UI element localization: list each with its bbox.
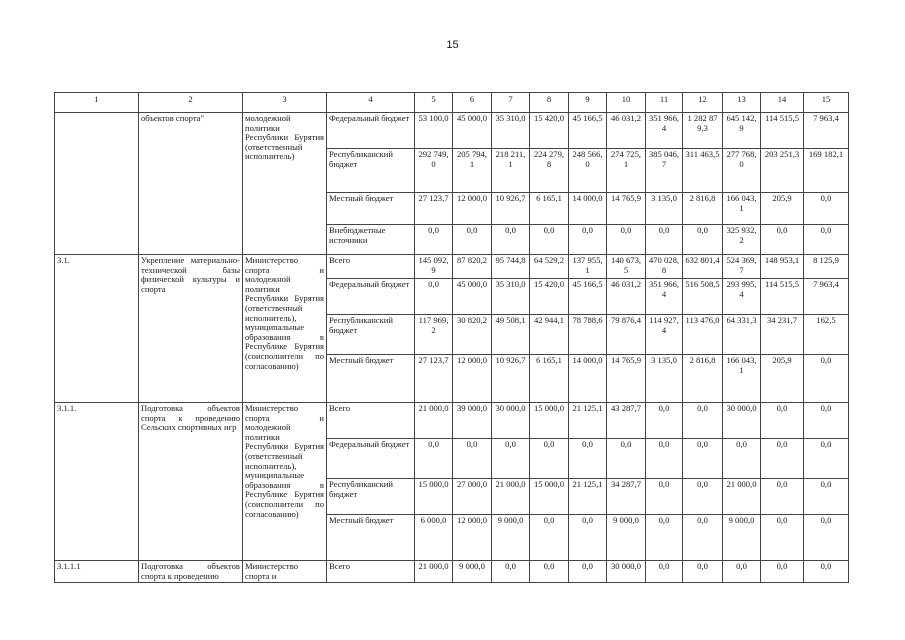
amount-cell: 30 000,0 <box>723 403 761 439</box>
amount-cell: 0,0 <box>453 439 492 479</box>
amount-cell: 2 816,8 <box>683 355 723 403</box>
column-header: 13 <box>723 93 761 113</box>
amount-cell: 0,0 <box>646 515 683 561</box>
column-header: 10 <box>607 93 646 113</box>
amount-cell: 15 000,0 <box>415 479 453 515</box>
item-executor: молодежной политики Республики Бурятия (ответственный исполнитель) <box>243 113 327 255</box>
item-code <box>55 113 139 255</box>
amount-cell: 43 287,7 <box>607 403 646 439</box>
table-body <box>55 113 849 583</box>
amount-cell: 35 310,0 <box>492 113 530 149</box>
amount-cell: 6 165,1 <box>530 193 569 225</box>
amount-cell: 385 046,7 <box>646 149 683 193</box>
funding-source: Федеральный бюджет <box>327 113 415 149</box>
funding-source: Федеральный бюджет <box>327 439 415 479</box>
amount-cell: 0,0 <box>530 561 569 583</box>
amount-cell: 21 000,0 <box>723 479 761 515</box>
amount-cell: 9 000,0 <box>607 515 646 561</box>
amount-cell: 0,0 <box>804 225 849 255</box>
funding-source: Республиканский бюджет <box>327 479 415 515</box>
amount-cell: 0,0 <box>683 561 723 583</box>
column-header: 9 <box>569 93 607 113</box>
amount-cell: 53 100,0 <box>415 113 453 149</box>
column-header: 8 <box>530 93 569 113</box>
amount-cell: 49 508,1 <box>492 315 530 355</box>
amount-cell: 45 000,0 <box>453 279 492 315</box>
amount-cell: 0,0 <box>804 561 849 583</box>
amount-cell: 0,0 <box>530 515 569 561</box>
amount-cell: 45 166,5 <box>569 113 607 149</box>
amount-cell: 0,0 <box>683 439 723 479</box>
amount-cell: 0,0 <box>646 403 683 439</box>
item-executor: Министерство спорта и молодежной политики Республики Бурятия (ответственный исполнитель), муниципальные образования в Республике Бурятия (соисполнители по согласованию) <box>243 255 327 403</box>
amount-cell: 325 932,2 <box>723 225 761 255</box>
funding-source: Местный бюджет <box>327 193 415 225</box>
amount-cell: 10 926,7 <box>492 355 530 403</box>
amount-cell: 0,0 <box>453 225 492 255</box>
column-header: 7 <box>492 93 530 113</box>
funding-source: Всего <box>327 561 415 583</box>
amount-cell: 0,0 <box>607 439 646 479</box>
amount-cell: 224 279,8 <box>530 149 569 193</box>
amount-cell: 9 000,0 <box>453 561 492 583</box>
amount-cell: 114 515,5 <box>761 113 804 149</box>
funding-source: Внебюджетные источники <box>327 225 415 255</box>
column-header: 6 <box>453 93 492 113</box>
amount-cell: 64 331,3 <box>723 315 761 355</box>
amount-cell: 0,0 <box>804 515 849 561</box>
amount-cell: 95 744,8 <box>492 255 530 279</box>
amount-cell: 15 000,0 <box>530 403 569 439</box>
item-executor: Министерство спорта и молодежной политики Республики Бурятия (ответственный исполнитель), муниципальные образования в Республике Бурятия (соисполнители по согласованию) <box>243 403 327 561</box>
amount-cell: 277 768,0 <box>723 149 761 193</box>
column-header: 14 <box>761 93 804 113</box>
amount-cell: 3 135,0 <box>646 193 683 225</box>
funding-source: Республиканский бюджет <box>327 149 415 193</box>
amount-cell: 15 420,0 <box>530 113 569 149</box>
amount-cell: 35 310,0 <box>492 279 530 315</box>
amount-cell: 1 282 879,3 <box>683 113 723 149</box>
column-header: 2 <box>139 93 243 113</box>
amount-cell: 162,5 <box>804 315 849 355</box>
column-header: 4 <box>327 93 415 113</box>
amount-cell: 0,0 <box>607 225 646 255</box>
amount-cell: 137 955,1 <box>569 255 607 279</box>
amount-cell: 274 725,1 <box>607 149 646 193</box>
funding-source: Республиканский бюджет <box>327 315 415 355</box>
amount-cell: 30 820,2 <box>453 315 492 355</box>
amount-cell: 0,0 <box>804 479 849 515</box>
column-header: 5 <box>415 93 453 113</box>
amount-cell: 12 000,0 <box>453 355 492 403</box>
amount-cell: 8 125,9 <box>804 255 849 279</box>
amount-cell: 0,0 <box>646 225 683 255</box>
amount-cell: 0,0 <box>683 479 723 515</box>
amount-cell: 0,0 <box>415 439 453 479</box>
amount-cell: 42 944,1 <box>530 315 569 355</box>
amount-cell: 0,0 <box>415 279 453 315</box>
amount-cell: 0,0 <box>683 515 723 561</box>
item-code: 3.1. <box>55 255 139 403</box>
amount-cell: 293 995,4 <box>723 279 761 315</box>
amount-cell: 27 000,0 <box>453 479 492 515</box>
amount-cell: 87 820,2 <box>453 255 492 279</box>
amount-cell: 311 463,5 <box>683 149 723 193</box>
amount-cell: 21 000,0 <box>492 479 530 515</box>
amount-cell: 114 515,5 <box>761 279 804 315</box>
column-header: 12 <box>683 93 723 113</box>
amount-cell: 0,0 <box>804 403 849 439</box>
amount-cell: 14 000,0 <box>569 193 607 225</box>
amount-cell: 114 927,4 <box>646 315 683 355</box>
amount-cell: 113 476,0 <box>683 315 723 355</box>
amount-cell: 0,0 <box>569 561 607 583</box>
funding-source: Местный бюджет <box>327 355 415 403</box>
amount-cell: 10 926,7 <box>492 193 530 225</box>
funding-source: Всего <box>327 403 415 439</box>
amount-cell: 46 031,2 <box>607 279 646 315</box>
amount-cell: 166 043,1 <box>723 193 761 225</box>
amount-cell: 79 876,4 <box>607 315 646 355</box>
column-header: 11 <box>646 93 683 113</box>
amount-cell: 14 765,9 <box>607 193 646 225</box>
amount-cell: 516 508,5 <box>683 279 723 315</box>
amount-cell: 0,0 <box>723 439 761 479</box>
amount-cell: 15 420,0 <box>530 279 569 315</box>
amount-cell: 9 000,0 <box>723 515 761 561</box>
amount-cell: 0,0 <box>723 561 761 583</box>
amount-cell: 0,0 <box>415 225 453 255</box>
item-name: Укрепление материально-технической базы физической культуры и спорта <box>139 255 243 403</box>
amount-cell: 7 963,4 <box>804 113 849 149</box>
amount-cell: 292 749,0 <box>415 149 453 193</box>
amount-cell: 169 182,1 <box>804 149 849 193</box>
item-name: Подготовка объектов спорта к проведению <box>139 561 243 583</box>
amount-cell: 39 000,0 <box>453 403 492 439</box>
amount-cell: 34 287,7 <box>607 479 646 515</box>
table-row <box>55 403 849 439</box>
amount-cell: 21 000,0 <box>415 403 453 439</box>
amount-cell: 248 566,0 <box>569 149 607 193</box>
amount-cell: 0,0 <box>646 439 683 479</box>
amount-cell: 30 000,0 <box>492 403 530 439</box>
amount-cell: 27 123,7 <box>415 193 453 225</box>
amount-cell: 470 028,8 <box>646 255 683 279</box>
amount-cell: 12 000,0 <box>453 193 492 225</box>
amount-cell: 203 251,3 <box>761 149 804 193</box>
amount-cell: 0,0 <box>569 439 607 479</box>
amount-cell: 205,9 <box>761 355 804 403</box>
item-executor: Министерство спорта и <box>243 561 327 583</box>
amount-cell: 0,0 <box>530 439 569 479</box>
amount-cell: 45 166,5 <box>569 279 607 315</box>
amount-cell: 45 000,0 <box>453 113 492 149</box>
header-row <box>55 93 849 113</box>
amount-cell: 0,0 <box>530 225 569 255</box>
funding-source: Всего <box>327 255 415 279</box>
amount-cell: 140 673,5 <box>607 255 646 279</box>
amount-cell: 205,9 <box>761 193 804 225</box>
amount-cell: 14 765,9 <box>607 355 646 403</box>
amount-cell: 46 031,2 <box>607 113 646 149</box>
amount-cell: 0,0 <box>683 403 723 439</box>
amount-cell: 34 231,7 <box>761 315 804 355</box>
item-name: Подготовка объектов спорта к проведению Сельских спортивных игр <box>139 403 243 561</box>
amount-cell: 0,0 <box>569 515 607 561</box>
item-code: 3.1.1. <box>55 403 139 561</box>
amount-cell: 0,0 <box>492 439 530 479</box>
item-code: 3.1.1.1 <box>55 561 139 583</box>
table-row <box>55 113 849 149</box>
amount-cell: 0,0 <box>761 515 804 561</box>
amount-cell: 0,0 <box>804 193 849 225</box>
amount-cell: 205 794,1 <box>453 149 492 193</box>
amount-cell: 0,0 <box>646 479 683 515</box>
amount-cell: 0,0 <box>804 439 849 479</box>
amount-cell: 27 123,7 <box>415 355 453 403</box>
amount-cell: 148 953,1 <box>761 255 804 279</box>
amount-cell: 351 966,4 <box>646 279 683 315</box>
amount-cell: 64 529,2 <box>530 255 569 279</box>
amount-cell: 0,0 <box>569 225 607 255</box>
amount-cell: 9 000,0 <box>492 515 530 561</box>
amount-cell: 0,0 <box>761 561 804 583</box>
amount-cell: 14 000,0 <box>569 355 607 403</box>
amount-cell: 218 211,1 <box>492 149 530 193</box>
table-row <box>55 561 849 583</box>
amount-cell: 0,0 <box>761 403 804 439</box>
amount-cell: 21 000,0 <box>415 561 453 583</box>
amount-cell: 3 135,0 <box>646 355 683 403</box>
amount-cell: 21 125,1 <box>569 479 607 515</box>
table-row <box>55 255 849 279</box>
funding-source: Местный бюджет <box>327 515 415 561</box>
column-header: 3 <box>243 93 327 113</box>
amount-cell: 0,0 <box>761 479 804 515</box>
amount-cell: 0,0 <box>683 225 723 255</box>
item-name: объектов спорта" <box>139 113 243 255</box>
amount-cell: 2 816,8 <box>683 193 723 225</box>
column-header: 1 <box>55 93 139 113</box>
amount-cell: 0,0 <box>761 439 804 479</box>
amount-cell: 12 000,0 <box>453 515 492 561</box>
column-header: 15 <box>804 93 849 113</box>
funding-source: Федеральный бюджет <box>327 279 415 315</box>
amount-cell: 0,0 <box>492 225 530 255</box>
amount-cell: 21 125,1 <box>569 403 607 439</box>
amount-cell: 0,0 <box>804 355 849 403</box>
amount-cell: 645 142,9 <box>723 113 761 149</box>
budget-table <box>54 92 849 583</box>
amount-cell: 524 369,7 <box>723 255 761 279</box>
amount-cell: 6 165,1 <box>530 355 569 403</box>
amount-cell: 351 966,4 <box>646 113 683 149</box>
amount-cell: 166 043,1 <box>723 355 761 403</box>
amount-cell: 117 969,2 <box>415 315 453 355</box>
amount-cell: 7 963,4 <box>804 279 849 315</box>
amount-cell: 145 092,9 <box>415 255 453 279</box>
amount-cell: 30 000,0 <box>607 561 646 583</box>
amount-cell: 6 000,0 <box>415 515 453 561</box>
amount-cell: 0,0 <box>492 561 530 583</box>
page-number: 15 <box>446 39 459 51</box>
amount-cell: 632 801,4 <box>683 255 723 279</box>
amount-cell: 0,0 <box>646 561 683 583</box>
amount-cell: 0,0 <box>761 225 804 255</box>
amount-cell: 15 000,0 <box>530 479 569 515</box>
amount-cell: 78 788,6 <box>569 315 607 355</box>
